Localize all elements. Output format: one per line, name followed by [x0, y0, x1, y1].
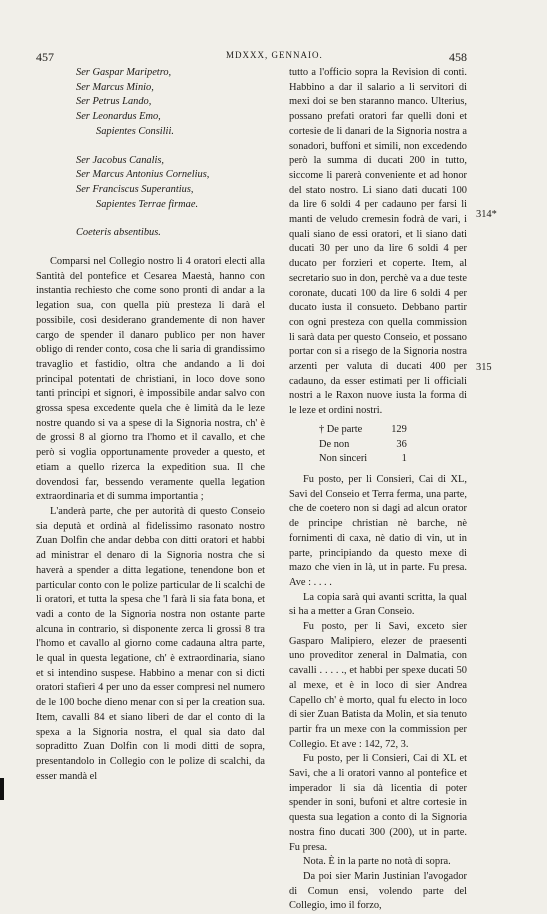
paragraph: Fu posto, per li Consieri, Cai di XL et Savi, che a li oratori vanno al pontefice et imperador li sia dà licentia di poter spender in soni, bufoni et altre cortesie in questa sua legation a conto di la Signoria nostra fino ducati 300 (200), ut in parte. Fu presa. — [289, 753, 467, 853]
signatory-line: Ser Leonardus Emo, — [76, 111, 161, 123]
signatory-line: Ser Marcus Minio, — [76, 81, 154, 93]
paragraph: Nota. È in la parte no notà di sopra. — [303, 856, 451, 868]
paragraph: L'anderà parte, che per autorità di questo Conseio sia deputà et ordinà al fidelissimo rasonato nostro Zuan Dolfin che andar debba con ditti oratori et habbi ad ministrar el denaro di la Signoria nostra che si haverà a spender a ditta legatione, tenendone bon et particular conto con le polize particular de li scalchi de li oratori, et tutta la spesa che 'l farà li sia fata bona, et vadi a conto de la Signoria nostra non ostante parte alcuna in contrario, sì disponente zerca li grossi 8 tra l'homo et cavallo al giorno come cadauna altra parte, le qual in questa legatione, ch' è extraordinaria, siano et si intendino suspese. Habbino a menar con si dicti oratori stafieri 4 per uno da esser compresi nel numero de le 100 boche dieno menar con si per la creation sua. Item, cavalli 84 et siano liberi de dar el conto di la spexa a la Signoria nostra, el qual sia dato dal sopraditto Zuan Dolfin con li modi ditti de sopra, presentandolo in Collegio con le polize di scalchi, da esser mandà el — [36, 505, 265, 782]
signatory-line: Ser Marcus Antonius Cornelius, — [76, 169, 210, 181]
vote-count: 129 — [391, 423, 407, 435]
paragraph: Da poi sier Marin Justinian l'avogador di Comun ensi, volendo parte del Collegio, imo il forzo, — [289, 870, 467, 912]
vote-row — [319, 438, 413, 453]
signatory-line: Ser Gaspar Maripetro, — [76, 67, 172, 78]
paragraph: Fu posto, per li Consieri, Cai di XL, Savi del Conseio et Terra ferma, una parte, che de coetero non si dagi ad alcun orator de principe christian nè barche, nè fornimenti di caxa, nè datio di vin, ut in parte, principiando da questo mexe di mazo che vien in là, ut in parte. Fu presa. Ave : . . . . — [289, 473, 467, 588]
right-column — [289, 66, 467, 914]
vote-label: Non sinceri — [319, 453, 368, 465]
signatory-role: Sapientes Terrae firmae. — [96, 198, 199, 210]
page-number-right: 458 — [449, 50, 467, 64]
margin-number: 315 — [476, 362, 492, 373]
vote-row — [319, 452, 413, 467]
vote-count: 36 — [396, 438, 407, 450]
vote-count: 1 — [401, 453, 407, 465]
margin-number: 314* — [476, 209, 497, 220]
vote-label: † De parte — [319, 423, 363, 435]
paragraph: Fu posto, per li Savi, exceto sier Gasparo Malipiero, elezer de praesenti uno proveditor zeneral in Dalmatia, con cavalli . . . . ., et habbi per spexe ducati 50 al mexe, et è in loco di sier Andrea Capello ch' è morto, qual fu electo in loco di sier Zuan Batista da Molin, et sia tenuto partir fra un mexe con la commission per Collegio. Et ave : 142, 72, 3. — [289, 621, 467, 750]
absent-note: Coeteris absentibus. — [76, 227, 161, 239]
paragraph: Comparsi nel Collegio nostro li 4 oratori electi alla Santità del pontefice et Cesarea Maestà, hanno con instantia rechiesto che come sono pronti di andar a la legation sua, con quella più presteza li darà el possibile, così desiderano grandemente di non haver cargo de spender il danaro publico per non haver obligo di render conto, cosa che li saria di grandissimo travaglio et fastidio, oltra che andando a li doi principal potentati de christiani, in loco dove sono tanti principi et signori, è impossibile andar salvo con grossa spesa excedente quela che è limità da le leze nostre quando si va a spese di la Signoria nostra, ch' è de grossi 8 al giorno tra l'homo et il cavallo, et che però si voglia opportunamente proveder a questo, et etiam a quello rizerca la expedition sua. Il che dovendosi far, bessendo veramente quella legation extraordinaria et di summa importantia ; — [36, 256, 265, 503]
paragraph: tutto a l'officio sopra la Revision di conti. Habbino a dar il salario a li servitori di mexi doi se ben staranno manco. Ulterius, possano prefati oratori far quelli doni et cortesie de li danari de la Signoria nostra a sonadori, buffoni et simili, non excedendo però la summa di ducati 200 in tutto, siccome li parerà conveniente et ad honor del stato nostro. Li siano dati ducati 100 da lire 6 soldi 4 per cadauno per farsi li manti de veludo cremesin fodrà de vari, i quali siano de essi oratori, et li siano dati ducati 30 per uno da lire 6 soldi 4 per ducato per forzieri et coperte. Item, al secretario suo in don, perchè va a due teste coronate, ducati 100 da lire 6 soldi 4 per ducato iusta il consueto. Debbano partir con ogni presteza con quella commission li sarà data per questo Conseio, et possano portar con si a risego de la Signoria nostra arzenti per valuta di ducati 400 per cadauno, da esser estimati per li officiali nostri a le Raxon nuove iusta la forma di le leze et ordini nostri. — [289, 67, 468, 417]
scan-edge-mark — [0, 778, 4, 800]
signatory-line: Ser Petrus Lando, — [76, 96, 152, 108]
signatory-line: Ser Franciscus Superantius, — [76, 183, 194, 195]
vote-label: De non — [319, 438, 350, 450]
running-header: MDXXX, GENNAIO. — [226, 50, 323, 60]
vote-table — [319, 423, 413, 467]
signatory-line: Ser Jacobus Canalis, — [76, 154, 165, 166]
paragraph: La copia sarà qui avanti scritta, la qual si ha a metter a Gran Conseio. — [289, 591, 467, 618]
vote-row — [319, 423, 413, 438]
left-column — [36, 66, 265, 784]
page-number-left: 457 — [36, 50, 54, 64]
signatory-role: Sapientes Consilii. — [96, 125, 174, 137]
